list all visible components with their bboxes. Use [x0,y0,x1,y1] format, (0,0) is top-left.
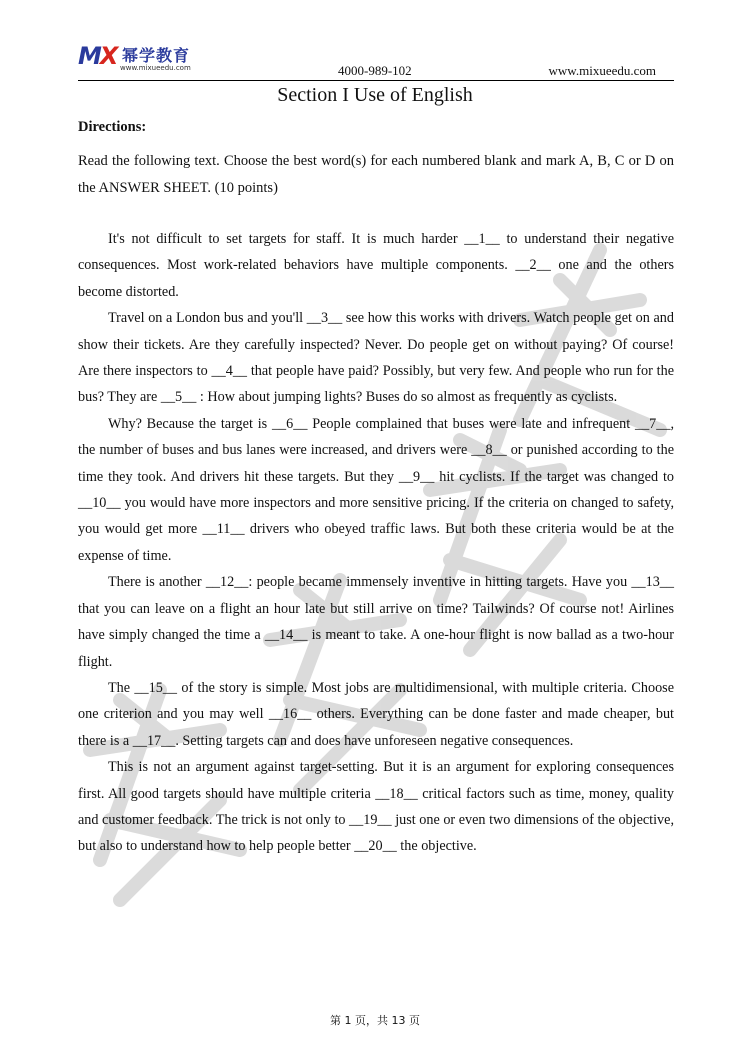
reading-passage [78,226,674,860]
passage-paragraph: There is another __12__: people became immensely inventive in hitting targets. Have you __13__ that you can leave on a flight an hour late but still arrive on time? Tailwinds? Of course not! Airlines have simply changed the time a __14__ is meant to take. A one-hour flight is now ballad as a two-hour flight. [78,574,674,670]
logo-letter-x: X [99,42,117,70]
passage-paragraph: It's not difficult to set targets for staff. It is much harder __1__ to understand their negative consequences. Most work-related behaviors have multiple components. __2__ one and the others become distorted. [78,231,674,300]
logo-letter-m: M [78,42,100,70]
passage-paragraph: This is not an argument against target-setting. But it is an argument for exploring consequences first. All good targets should have multiple criteria __18__ critical factors such as time, money, quality and customer feedback. The trick is not only to __19__ just one or even two dimensions of the objective, but also to understand how to help people better __20__ the objective. [78,759,674,855]
logo-chinese-name: 幂学教育 [122,46,191,65]
header-website: www.mixueedu.com [548,63,656,78]
logo-mark [78,42,116,70]
brand-logo [78,40,218,76]
logo-url: www.mixueedu.com [120,64,191,72]
header-divider [78,80,674,81]
page-header [78,40,674,82]
passage-paragraph: Travel on a London bus and you'll __3__ see how this works with drivers. Watch people get on and show their tickets. Are they carefully inspected? Never. Do people get on without paying? Of course! Are there inspectors to __4__ that people have paid? Possibly, but very few. And people who run for the bus? They are __5__ : How about jumping lights? Buses do so almost as frequently as cyclists. [78,310,674,406]
header-phone: 4000-989-102 [338,63,412,78]
directions-text: Read the following text. Choose the best word(s) for each numbered blank and mark A, B, C or D on the ANSWER SHEET. (10 points) [78,153,674,196]
passage-paragraph: Why? Because the target is __6__ People complained that buses were late and infrequent __7__, the number of buses and bus lanes were increased, and drivers were __8__ or punished according to the time they took. And drivers hit these targets. But they __9__ hit cyclists. If the target was changed to __10__ you would have more inspectors and more sensitive pricing. If the criteria on changed to safety, you would get more __11__ drivers who obeyed traffic laws. But both these criteria would be at the expense of time. [78,415,674,564]
page-footer: 第 1 页，共 13 页 [330,1014,420,1027]
passage-paragraph: The __15__ of the story is simple. Most jobs are multidimensional, with multiple criteria. Choose one criterion and you may well __16__ others. Everything can be done faster and made cheaper, but there is a __17__. Setting targets can and does have unforeseen negative consequences. [78,679,674,749]
directions-heading: Directions: [78,119,147,135]
section-title: Section I Use of English [277,84,473,106]
